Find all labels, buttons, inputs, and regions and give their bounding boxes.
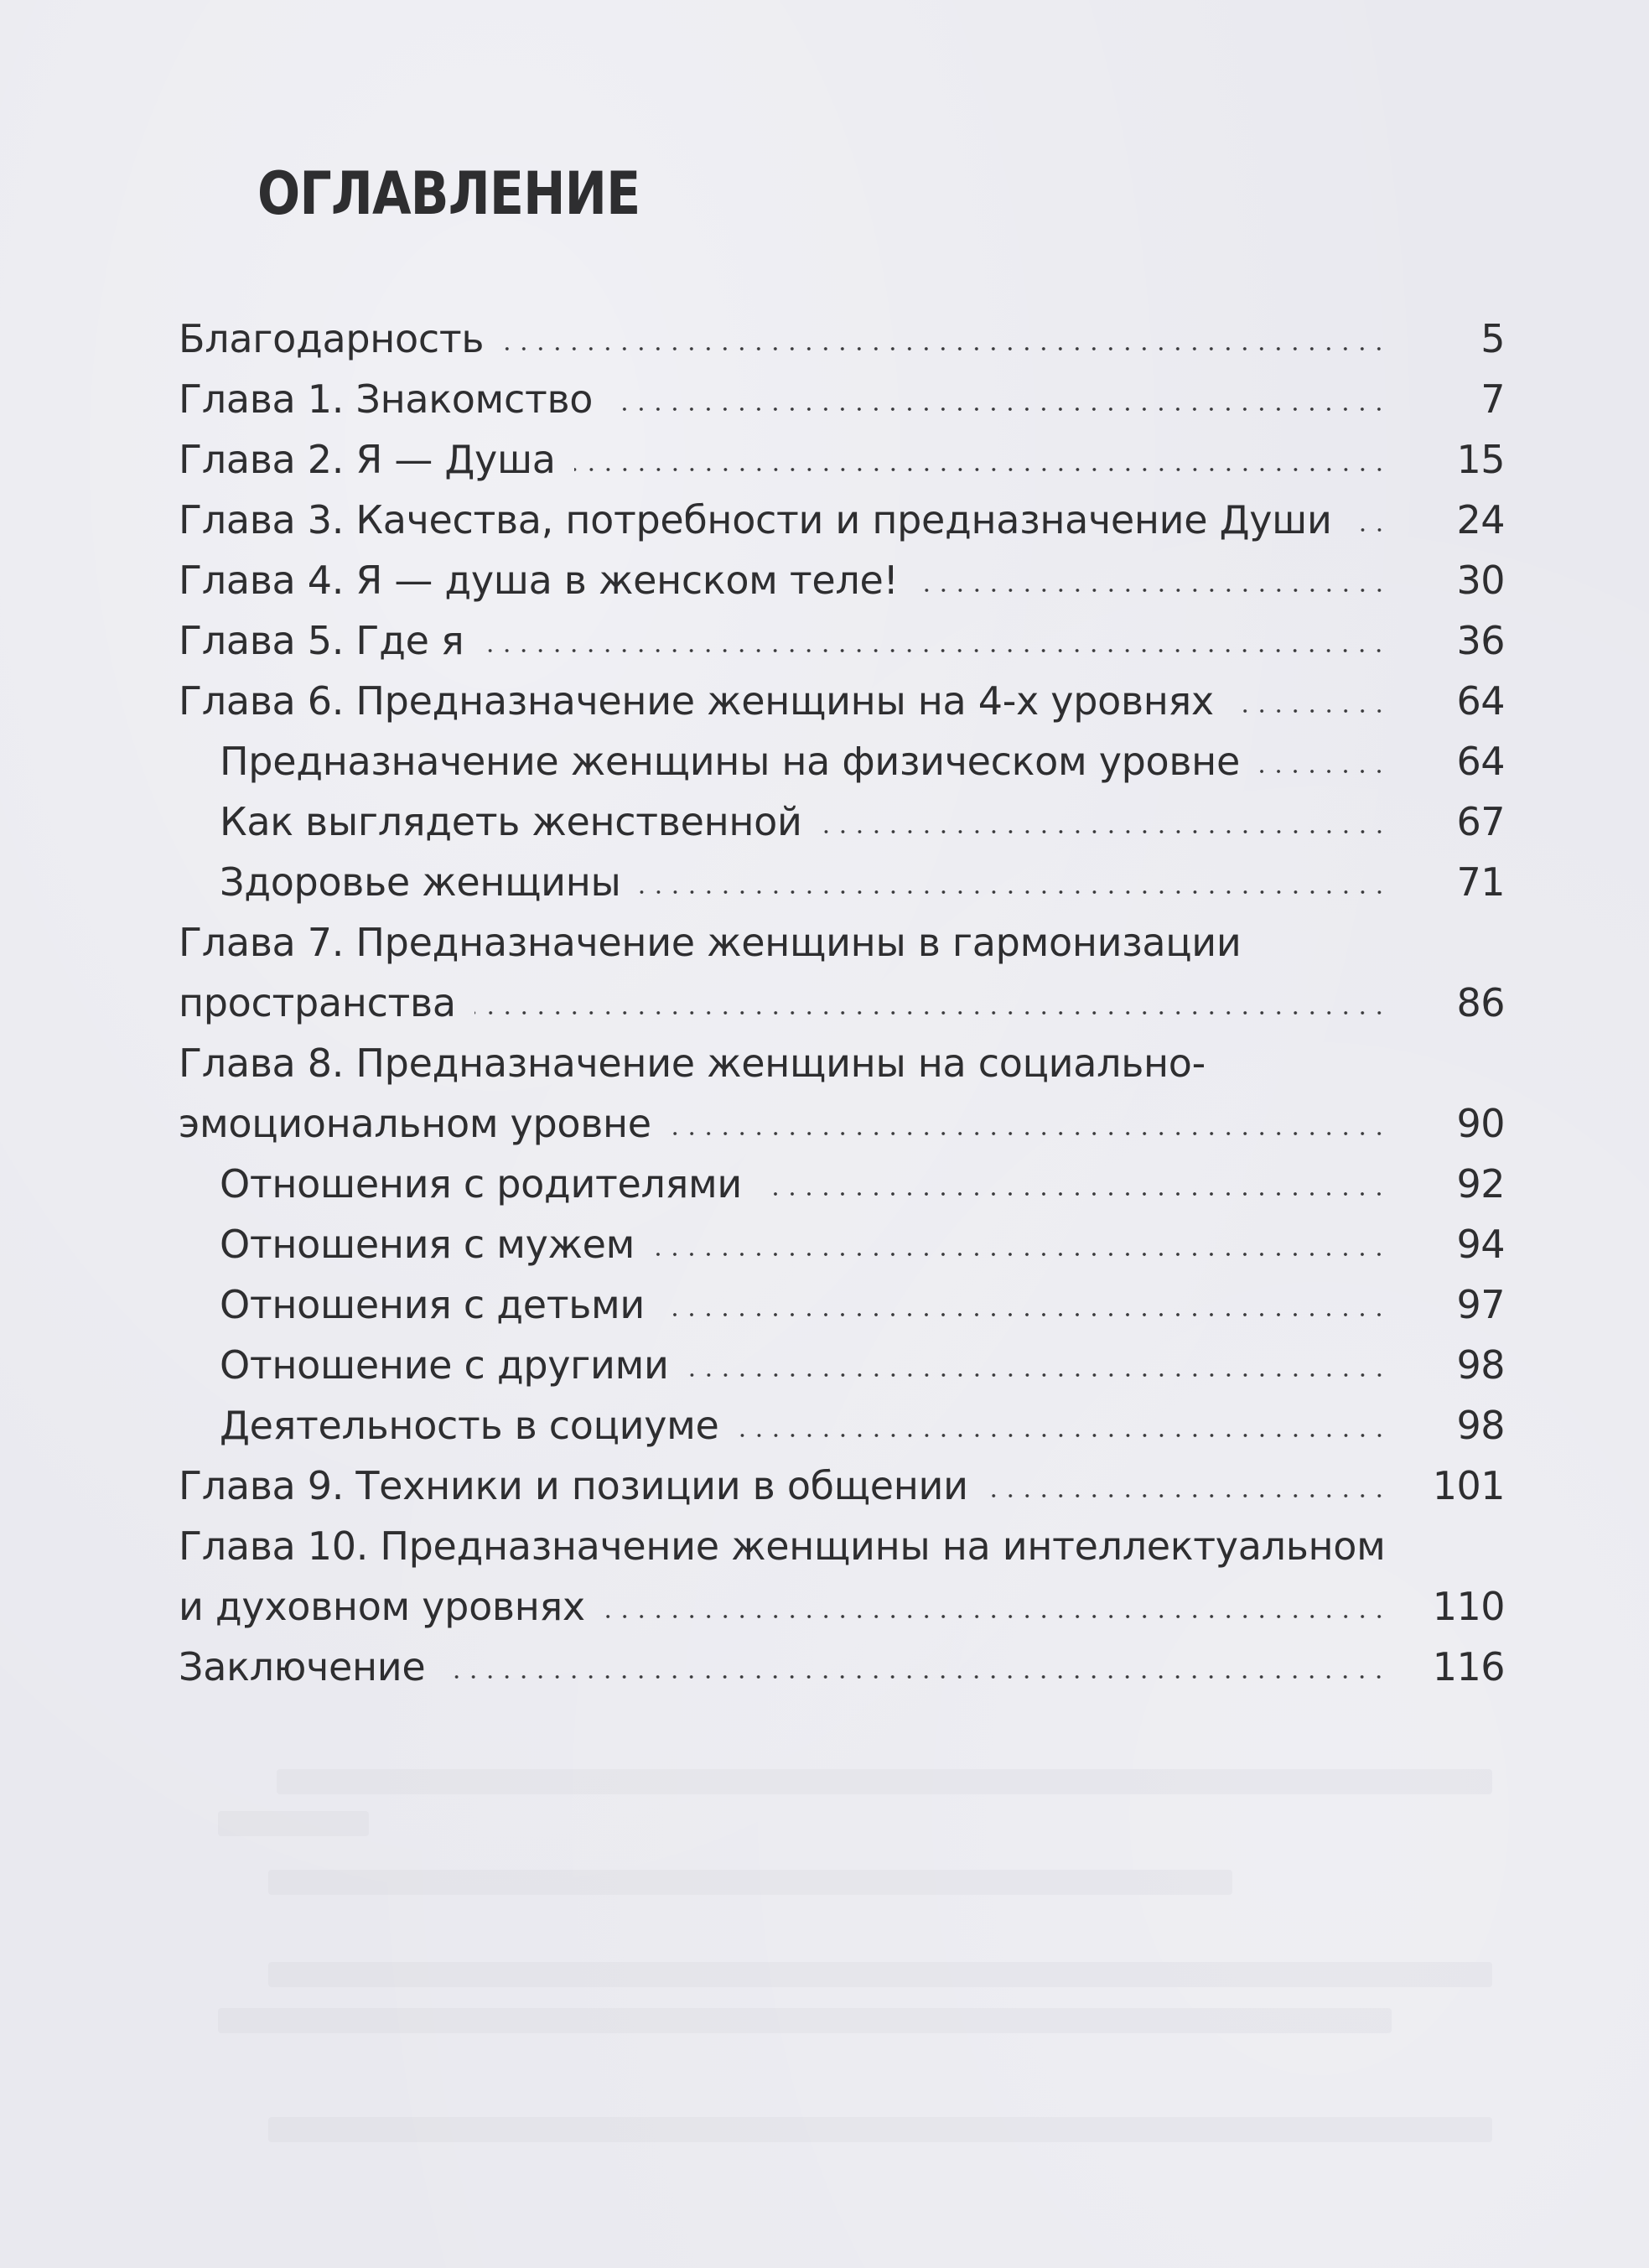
- toc-entry-label: Отношения с мужем: [220, 1222, 635, 1267]
- dot-leader: [474, 1011, 1387, 1015]
- toc-page-number: 110: [1432, 1584, 1505, 1629]
- toc-subentry-womens-health[interactable]: [179, 852, 1505, 912]
- toc-entry-label: Глава 5. Где я: [179, 618, 464, 663]
- dot-leader: [687, 1373, 1387, 1377]
- toc-page-number: 64: [1456, 739, 1505, 784]
- dot-leader: [640, 890, 1387, 894]
- toc-entry-chapter-10[interactable]: [179, 1516, 1505, 1637]
- toc-entry-label: Глава 6. Предназначение женщины на 4-х уровнях: [179, 678, 1214, 724]
- toc-page-number: 116: [1432, 1644, 1505, 1689]
- toc-entry-label-line-1: Глава 8. Предназначение женщины на социально-: [179, 1041, 1206, 1086]
- toc-entry-label: Отношения с детьми: [220, 1282, 646, 1327]
- dot-leader: [1232, 709, 1387, 713]
- dot-leader: [653, 1253, 1387, 1256]
- toc-entry-label: Здоровье женщины: [220, 859, 621, 905]
- toc-page-number: 98: [1456, 1403, 1505, 1448]
- toc-subentry-social-activity[interactable]: [179, 1395, 1505, 1456]
- toc-page-number: 5: [1480, 316, 1505, 361]
- toc-page-number: 36: [1456, 618, 1505, 663]
- toc-entry-acknowledgements[interactable]: [179, 309, 1505, 369]
- toc-entry-label: Деятельность в социуме: [220, 1403, 719, 1448]
- toc-entry-chapter-5[interactable]: [179, 610, 1505, 671]
- dot-leader: [604, 1615, 1387, 1618]
- dot-leader: [670, 1132, 1387, 1135]
- toc-page-number: 30: [1456, 558, 1505, 603]
- toc-entry-label: Заключение: [179, 1644, 426, 1689]
- toc-entry-chapter-4[interactable]: [179, 550, 1505, 610]
- toc-subentry-physical-level[interactable]: [179, 731, 1505, 791]
- toc-page-number: 15: [1456, 437, 1505, 482]
- dot-leader: [502, 347, 1387, 350]
- toc-entry-label: эмоциональном уровне: [179, 1101, 651, 1146]
- toc-entry-chapter-7[interactable]: [179, 912, 1505, 1033]
- page-title: ОГЛАВЛЕНИЕ: [257, 159, 640, 228]
- toc-subentry-relations-children[interactable]: [179, 1274, 1505, 1335]
- table-of-contents: [179, 309, 1505, 1697]
- dot-leader: [443, 1675, 1387, 1679]
- dot-leader: [917, 589, 1387, 592]
- toc-entry-label: Глава 2. Я — Душа: [179, 437, 556, 482]
- toc-page-number: 7: [1480, 376, 1505, 422]
- toc-page-number: 90: [1456, 1101, 1505, 1146]
- toc-page-number: 94: [1456, 1222, 1505, 1267]
- toc-page-number: 86: [1456, 980, 1505, 1025]
- toc-entry-conclusion[interactable]: [179, 1637, 1505, 1697]
- dot-leader: [482, 649, 1387, 652]
- toc-page-number: 92: [1456, 1161, 1505, 1207]
- toc-page-number: 97: [1456, 1282, 1505, 1327]
- dot-leader: [760, 1192, 1387, 1196]
- toc-entry-chapter-6[interactable]: [179, 671, 1505, 731]
- toc-subentry-look-feminine[interactable]: [179, 791, 1505, 852]
- toc-subentry-relations-parents[interactable]: [179, 1154, 1505, 1214]
- toc-page-number: 67: [1456, 799, 1505, 844]
- dot-leader: [611, 407, 1387, 411]
- dot-leader: [738, 1434, 1387, 1437]
- toc-entry-label: Благодарность: [179, 316, 485, 361]
- toc-page-number: 71: [1456, 859, 1505, 905]
- dot-leader: [821, 830, 1387, 833]
- toc-entry-label: и духовном уровнях: [179, 1584, 585, 1629]
- toc-entry-label: пространства: [179, 980, 456, 1025]
- dot-leader: [1258, 770, 1387, 773]
- toc-entry-label: Предназначение женщины на физическом уровне: [220, 739, 1240, 784]
- toc-entry-chapter-2[interactable]: [179, 429, 1505, 490]
- toc-entry-label: Глава 1. Знакомство: [179, 376, 594, 422]
- toc-subentry-relations-husband[interactable]: [179, 1214, 1505, 1274]
- toc-page-number: 101: [1432, 1463, 1505, 1508]
- toc-entry-label-line-1: Глава 7. Предназначение женщины в гармонизации: [179, 920, 1242, 965]
- toc-entry-chapter-1[interactable]: [179, 369, 1505, 429]
- toc-entry-label: Отношения с родителями: [220, 1161, 743, 1207]
- toc-entry-chapter-3[interactable]: [179, 490, 1505, 550]
- toc-page-number: 98: [1456, 1342, 1505, 1388]
- toc-entry-label: Глава 9. Техники и позиции в общении: [179, 1463, 968, 1508]
- dot-leader: [987, 1494, 1387, 1497]
- dot-leader: [1351, 528, 1387, 532]
- toc-entry-label: Как выглядеть женственной: [220, 799, 802, 844]
- toc-page-number: 24: [1456, 497, 1505, 542]
- toc-entry-label: Отношение с другими: [220, 1342, 669, 1388]
- toc-entry-chapter-9[interactable]: [179, 1456, 1505, 1516]
- toc-entry-chapter-8[interactable]: [179, 1033, 1505, 1154]
- toc-entry-label: Глава 3. Качества, потребности и предназначение Души: [179, 497, 1332, 542]
- toc-entry-label: Глава 4. Я — душа в женском теле!: [179, 558, 899, 603]
- dot-leader: [663, 1313, 1387, 1316]
- toc-subentry-relations-others[interactable]: [179, 1335, 1505, 1395]
- toc-entry-label-line-1: Глава 10. Предназначение женщины на интеллектуальном: [179, 1523, 1386, 1569]
- toc-page-number: 64: [1456, 678, 1505, 724]
- dot-leader: [574, 468, 1387, 471]
